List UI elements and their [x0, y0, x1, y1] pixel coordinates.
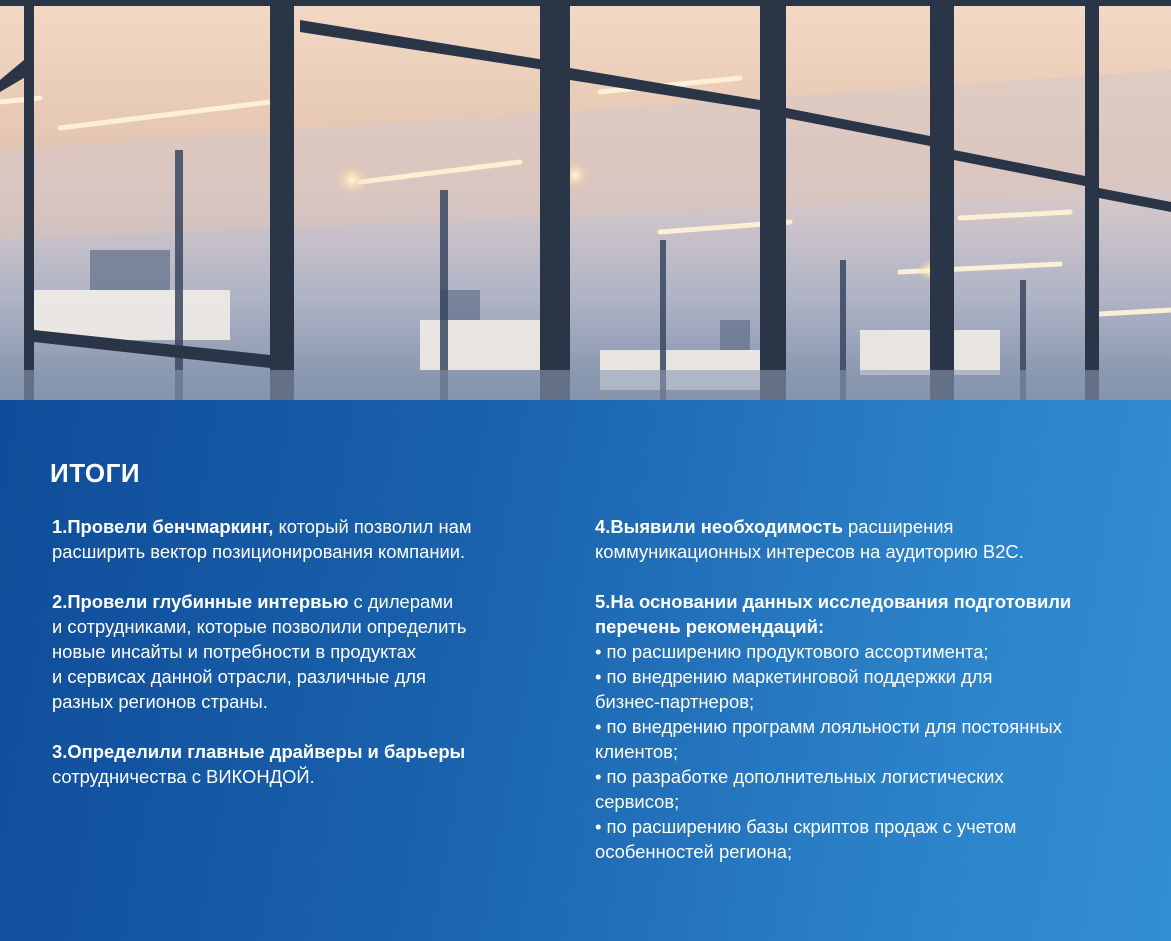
result-item-5-heading-2: перечень рекомендаций: — [595, 616, 825, 637]
result-item-4 — [595, 514, 1135, 564]
result-item-3-line-1 — [52, 739, 532, 764]
result-item-4-text-1: расширения — [842, 516, 954, 537]
result-item-3-heading: 3.Определили главные драйверы и барьеры — [52, 741, 466, 762]
recommendation-2-line-1: • по внедрению маркетинговой поддержки для — [595, 666, 993, 687]
recommendations-list — [595, 639, 1135, 864]
result-item-2-text-4: и сервисах данной отрасли, различные для — [52, 666, 426, 687]
recommendation-item — [595, 664, 1135, 714]
recommendation-item — [595, 814, 1135, 864]
result-item-1-text-1: который позволил нам — [273, 516, 472, 537]
result-item-5-heading-1: 5.На основании данных исследования подготовили — [595, 591, 1072, 612]
result-item-2-text-3: новые инсайты и потребности в продуктах — [52, 641, 417, 662]
results-panel — [0, 400, 1171, 941]
result-item-5 — [595, 589, 1135, 864]
result-item-1-heading: 1.Провели бенчмаркинг, — [52, 516, 274, 537]
result-item-4-line-1 — [595, 514, 1135, 539]
recommendation-5-line-2: особенностей региона; — [595, 841, 793, 862]
results-left-column — [52, 514, 532, 814]
recommendation-item — [595, 639, 1135, 664]
result-item-1-text-2: расширить вектор позиционирования компании. — [52, 541, 466, 562]
result-item-4-heading: 4.Выявили необходимость — [595, 516, 843, 537]
result-item-2-text-1: с дилерами — [348, 591, 454, 612]
recommendation-4-line-2: сервисов; — [595, 791, 680, 812]
recommendation-1-line-1: • по расширению продуктового ассортимента; — [595, 641, 989, 662]
result-item-1 — [52, 514, 532, 564]
result-item-4-text-2: коммуникационных интересов на аудиторию B2C. — [595, 541, 1024, 562]
recommendation-5-line-1: • по расширению базы скриптов продаж с учетом — [595, 816, 1017, 837]
result-item-2-text-2: и сотрудниками, которые позволили определить — [52, 616, 467, 637]
recommendation-item — [595, 714, 1135, 764]
result-item-2-line-1 — [52, 589, 532, 614]
recommendation-2-line-2: бизнес-партнеров; — [595, 691, 755, 712]
office-building-photo — [0, 0, 1171, 400]
result-item-2-text-5: разных регионов страны. — [52, 691, 268, 712]
result-item-1-line-1 — [52, 514, 532, 539]
recommendation-4-line-1: • по разработке дополнительных логистических — [595, 766, 1004, 787]
results-right-column — [595, 514, 1135, 889]
office-building-illustration — [0, 0, 1171, 400]
recommendation-item — [595, 764, 1135, 814]
result-item-2 — [52, 589, 532, 714]
recommendation-3-line-2: клиентов; — [595, 741, 678, 762]
results-title: ИТОГИ — [50, 458, 141, 488]
recommendation-3-line-1: • по внедрению программ лояльности для постоянных — [595, 716, 1062, 737]
result-item-3 — [52, 739, 532, 789]
result-item-2-heading: 2.Провели глубинные интервью — [52, 591, 349, 612]
result-item-3-text-2: сотрудничества с ВИКОНДОЙ. — [52, 766, 315, 787]
